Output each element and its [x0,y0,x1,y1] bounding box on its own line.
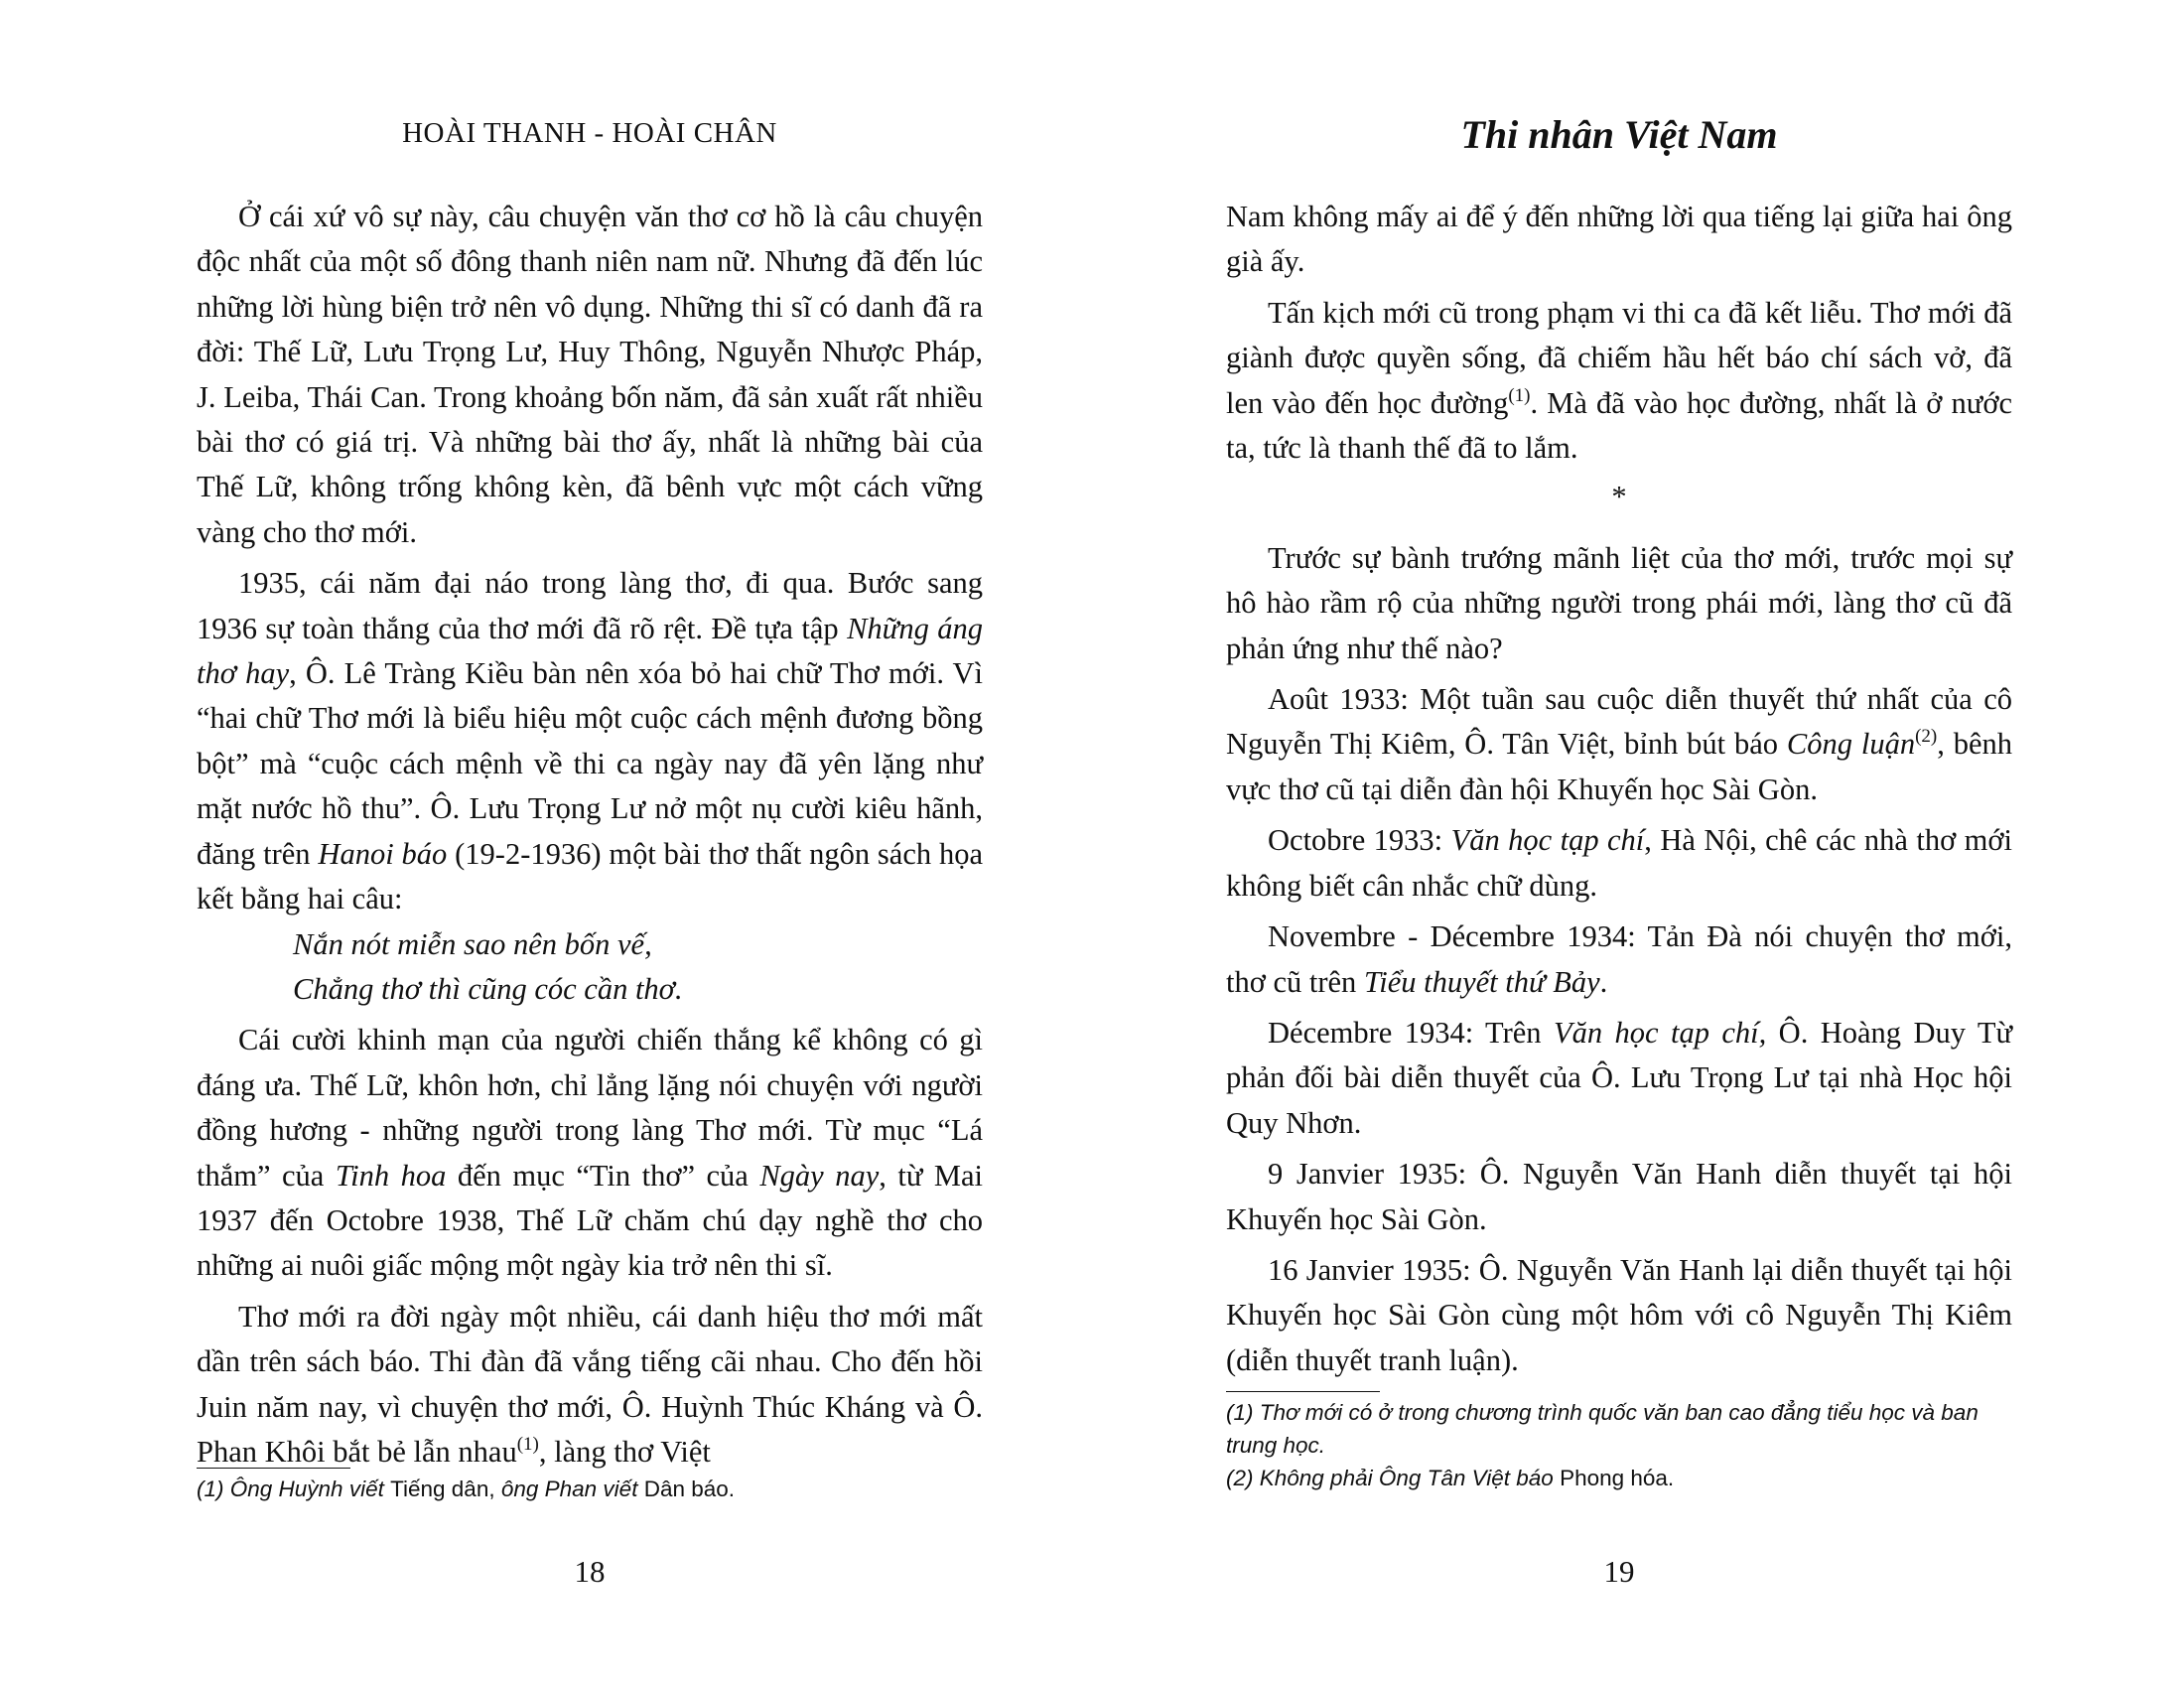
footnote-rule [197,1468,350,1469]
footnote-rule [1226,1391,1380,1392]
left-page [197,0,983,1688]
running-head-title: Thi nhân Việt Nam [1460,112,1778,157]
page-number: 19 [1603,1554,1635,1589]
paragraph: Nam không mấy ai để ý đến những lời qua tiếng lại giữa hai ông già ấy. [1226,200,2012,279]
footnote: (1) Thơ mới có ở trong chương trình quốc văn ban cao đẳng tiểu học và ban trung học. [1226,1400,1979,1458]
paragraph: 9 Janvier 1935: Ô. Nguyễn Văn Hanh diễn thuyết tại hội Khuyến học Sài Gòn. [1226,1157,2012,1236]
right-footnotes [1226,1391,2012,1494]
running-head-author: HOÀI THANH - HOÀI CHÂN [402,117,777,149]
verse-line: Chẳng thơ thì cũng cóc cần thơ. [293,971,683,1006]
page-number: 18 [574,1554,606,1589]
paragraph: Trước sự bành trướng mãnh liệt của thơ mới, trước mọi sự hô hào rầm rộ của những người trong phái mới, làng thơ cũ đã phản ứng như thế nào? [1226,540,2012,665]
footnote-ref: (1) [1508,384,1531,406]
right-body-text [1226,195,2012,1383]
paragraph: Octobre 1933: Văn học tạp chí, Hà Nội, chê các nhà thơ mới không biết cân nhắc chữ dùng. [1226,823,2013,903]
paragraph: Cái cười khinh mạn của người chiến thắng kể không có gì đáng ưa. Thế Lữ, khôn hơn, chỉ lẳng lặng nói chuyện với người đồng hương - những người trong làng Thơ mới. Từ mục “Lá thắm” của Tinh hoa đến mục “Tin thơ” của Ngày nay, từ Mai 1937 đến Octobre 1938, Thế Lữ chăm chú dạy nghề thơ cho những ai nuôi giấc mộng một ngày kia trở nên thi sĩ. [197,1023,983,1283]
footnote: (2) Không phải Ông Tân Việt báo Phong hóa. [1226,1466,1675,1490]
verse-line: Nắn nót miễn sao nên bốn vế, [293,926,652,961]
paragraph: Août 1933: Một tuần sau cuộc diễn thuyết thứ nhất của cô Nguyễn Thị Kiêm, Ô. Tân Việt, bỉnh bút báo Công luận$^{(2)}$, bênh vực thơ cũ tại diễn đàn hội Khuyến học Sài Gòn. [1226,682,2012,806]
left-body-text [197,195,983,1475]
footnote-ref: (2) [1915,726,1938,748]
section-separator: * [1611,480,1627,514]
right-page [1226,0,2012,1688]
paragraph: Ở cái xứ vô sự này, câu chuyện văn thơ cơ hồ là câu chuyện độc nhất của một số đông thanh niên nam nữ. Nhưng đã đến lúc những lời hùng biện trở nên vô dụng. Những thi sĩ có danh đã ra đời: Thế Lữ, Lưu Trọng Lư, Huy Thông, Nguyễn Nhược Pháp, J. Leiba, Thái Can. Trong khoảng bốn năm, đã sản xuất rất nhiều bài thơ có giá trị. Và những bài thơ ấy, nhất là những bài của Thế Lữ, không trống không kèn, đã bênh vực một cách vững vàng cho thơ mới. [197,200,983,549]
paragraph: 1935, cái năm đại náo trong làng thơ, đi qua. Bước sang 1936 sự toàn thắng của thơ mới đã rõ rệt. Đề tựa tập Những áng thơ hay, Ô. Lê Tràng Kiều bàn nên xóa bỏ hai chữ Thơ mới. Vì “hai chữ Thơ mới là biểu hiệu một cuộc cách mệnh đương bồng bột” mà “cuộc cách mệnh về thi ca ngày nay đã yên lặng như mặt nước hồ thu”. Ô. Lưu Trọng Lư nở một nụ cười kiêu hãnh, đăng trên Hanoi báo (19-2-1936) một bài thơ thất ngôn sách họa kết bằng hai câu: [197,566,984,916]
paragraph: Tấn kịch mới cũ trong phạm vi thi ca đã kết liễu. Thơ mới đã giành được quyền sống, đã chiếm hầu hết báo chí sách vở, đã len vào đến học đường$^{(1)}$. Mà đã vào học đường, nhất là ở nước ta, tức là thanh thế đã to lắm. [1226,295,2012,466]
left-footnotes [197,1468,983,1505]
paragraph: Thơ mới ra đời ngày một nhiều, cái danh hiệu thơ mới mất dần trên sách báo. Thi đàn đã vắng tiếng cãi nhau. Cho đến hồi Juin năm nay, vì chuyện thơ mới, Ô. Huỳnh Thúc Kháng và Ô. Phan Khôi bắt bẻ lẫn nhau$^{(1)}$, làng thơ Việt [197,1299,983,1469]
paragraph: Décembre 1934: Trên Văn học tạp chí, Ô. Hoàng Duy Từ phản đối bài diễn thuyết của Ô. Lưu Trọng Lư tại nhà Học hội Quy Nhơn. [1226,1015,2013,1140]
paragraph: 16 Janvier 1935: Ô. Nguyễn Văn Hanh lại diễn thuyết tại hội Khuyến học Sài Gòn cùng một hôm với cô Nguyễn Thị Kiêm (diễn thuyết tranh luận). [1226,1252,2012,1377]
footnote-ref: (1) [516,1433,539,1455]
footnote: (1) Ông Huỳnh viết Tiếng dân, ông Phan viết Dân báo. [197,1477,736,1501]
paragraph: Novembre - Décembre 1934: Tản Đà nói chuyện thơ mới, thơ cũ trên Tiểu thuyết thứ Bảy. [1226,919,2012,999]
